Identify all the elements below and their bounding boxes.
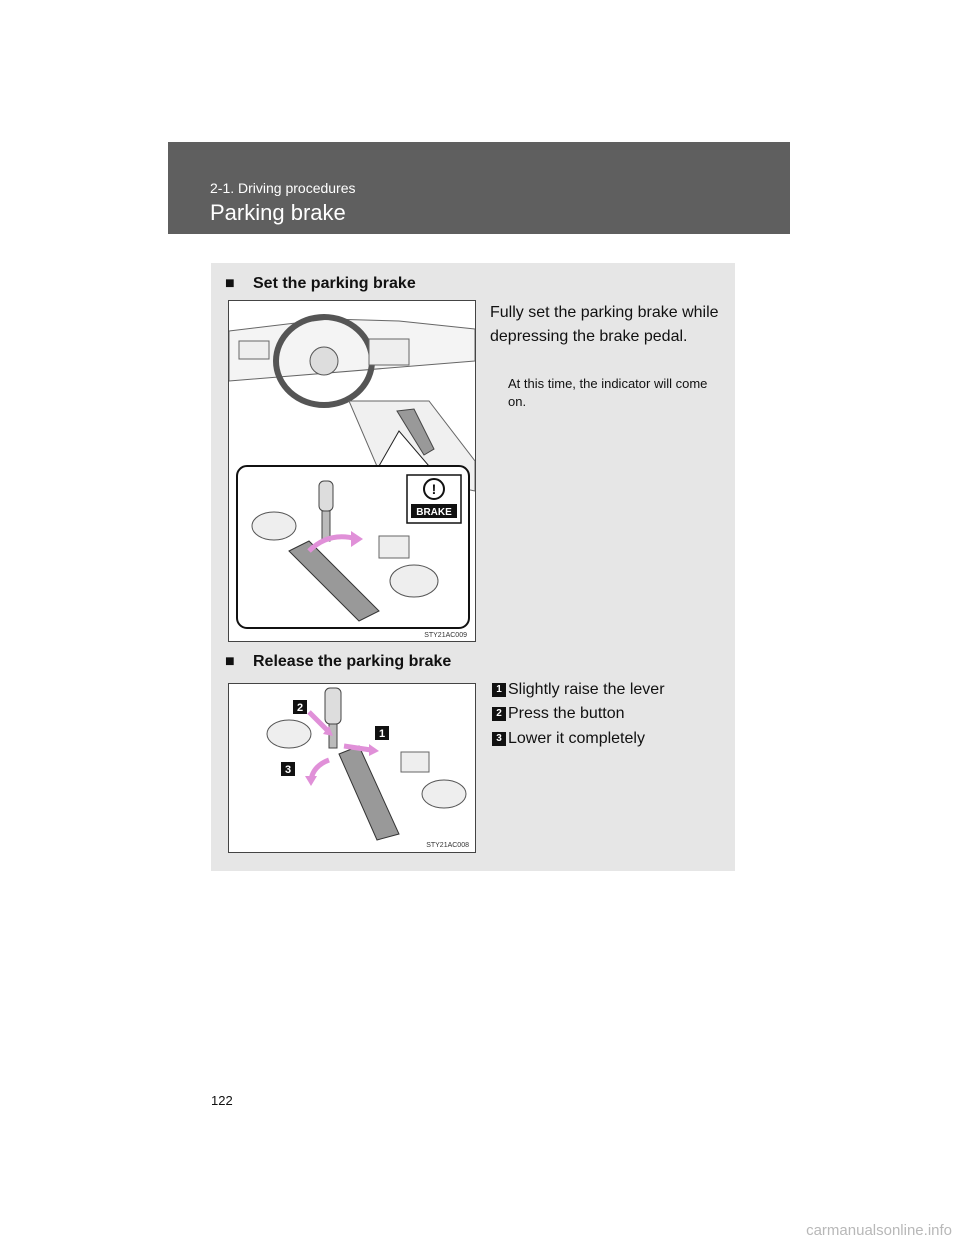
callout-3: 3 [284, 764, 292, 776]
square-bullet-icon: ■ [225, 275, 235, 292]
step-text-3: Lower it completely [508, 730, 645, 747]
step-number-1: 1 [492, 683, 506, 697]
set-brake-note: At this time, the indicator will come on. [508, 376, 708, 409]
release-step-3 [492, 730, 645, 748]
callout-2: 2 [296, 702, 304, 714]
release-brake-illustration [228, 683, 476, 853]
section-label: 2-1. Driving procedures [210, 180, 356, 196]
square-bullet-icon: ■ [225, 653, 235, 670]
set-brake-heading [225, 275, 416, 293]
set-brake-heading-text: Set the parking brake [253, 275, 416, 292]
release-brake-heading-text: Release the parking brake [253, 653, 452, 670]
step-number-3: 3 [492, 732, 506, 746]
svg-text:!: ! [431, 481, 437, 497]
figure-code-2: STY21AC008 [426, 842, 469, 849]
release-step-2 [492, 705, 625, 723]
release-brake-heading [225, 653, 451, 671]
page-title: Parking brake [210, 200, 346, 225]
set-brake-illustration [228, 300, 476, 642]
watermark: carmanualsonline.info [806, 1222, 952, 1239]
step-number-2: 2 [492, 707, 506, 721]
brake-indicator-label: BRAKE [416, 507, 452, 518]
page-number: 122 [211, 1093, 233, 1108]
step-text-2: Press the button [508, 705, 625, 722]
content-box [211, 263, 735, 871]
header-band [168, 142, 790, 234]
release-step-1 [492, 681, 665, 699]
figure-code-1: STY21AC009 [424, 632, 467, 639]
callout-1: 1 [378, 728, 386, 740]
step-text-1: Slightly raise the lever [508, 681, 665, 698]
set-brake-instruction: Fully set the parking brake while depressing the brake pedal. [490, 304, 719, 345]
